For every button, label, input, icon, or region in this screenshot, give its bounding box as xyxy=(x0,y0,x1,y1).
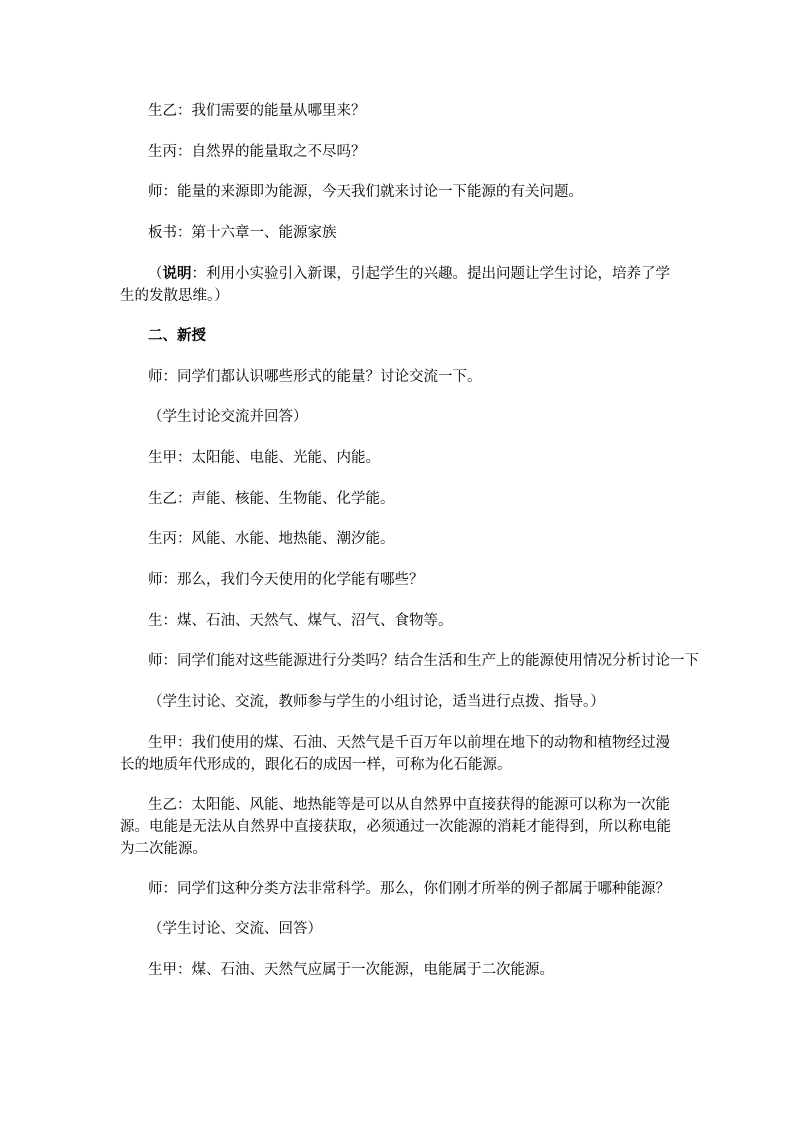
paragraph-text: 师：那么，我们今天使用的化学能有哪些？ xyxy=(148,572,424,588)
paragraph-text: 生甲：我们使用的煤、石油、天然气是千百万年以前埋在地下的动物和植物经过漫长的地质年代形成的，跟化石的成因一样，可称为化石能源。 xyxy=(120,735,670,773)
heading-text: 二、新授 xyxy=(148,328,206,344)
paragraph-text: 生甲：煤、石油、天然气应属于一次能源，电能属于二次能源。 xyxy=(148,962,554,978)
paragraph-student-a-answer xyxy=(120,447,680,469)
paragraph-text: （学生讨论、交流、回答） xyxy=(148,921,322,937)
paragraph-text: 生丙：自然界的能量取之不尽吗？ xyxy=(148,144,366,160)
paragraph-blackboard xyxy=(120,222,680,244)
paragraph-text: 生乙：声能、核能、生物能、化学能。 xyxy=(148,491,395,507)
paragraph-text: 生乙：太阳能、风能、地热能等是可以从自然界中直接获得的能源可以称为一次能源。电能是无法从自然界中直接获取，必须通过一次能源的消耗才能得到，所以称电能为二次能源。 xyxy=(120,797,671,857)
paragraph-teacher-question-forms xyxy=(120,366,680,388)
paragraph-student-chemical xyxy=(120,610,680,632)
paragraph-student-answer-discussion xyxy=(120,918,680,940)
paragraph-text: 生甲：太阳能、电能、光能、内能。 xyxy=(148,450,380,466)
paragraph-teacher-chemical xyxy=(120,569,680,591)
paragraph-text: 师：同学们能对这些能源进行分类吗？结合生活和生产上的能源使用情况分析讨论一下 xyxy=(148,653,699,669)
paragraph-text: 生：煤、石油、天然气、煤气、沼气、食物等。 xyxy=(148,613,453,629)
paragraph-teacher-praise xyxy=(120,878,680,900)
paragraph-student-c-answer xyxy=(120,528,680,550)
paragraph-student-a-classification xyxy=(120,959,680,981)
paragraph-note xyxy=(120,263,680,307)
paragraph-text: （学生讨论、交流，教师参与学生的小组讨论，适当进行点拨、指导。） xyxy=(148,694,605,710)
paragraph-group-discussion xyxy=(120,691,680,713)
paragraph-student-b-answer xyxy=(120,488,680,510)
paragraph-student-discussion xyxy=(120,406,680,428)
paragraph-text: 生乙：我们需要的能量从哪里来？ xyxy=(148,103,366,119)
paragraph-text: 师：同学们这种分类方法非常科学。那么，你们刚才所举的例子都属于哪种能源？ xyxy=(148,881,670,897)
paragraph-text: 师：能量的来源即为能源，今天我们就来讨论一下能源的有关问题。 xyxy=(148,184,583,200)
section-heading-new-lesson xyxy=(120,325,680,347)
paragraph-teacher-intro xyxy=(120,181,680,203)
paragraph-text: （学生讨论交流并回答） xyxy=(148,409,308,425)
paragraph-student-b-question xyxy=(120,100,680,122)
note-prefix: （ xyxy=(148,266,163,282)
paragraph-teacher-classify xyxy=(120,650,720,672)
paragraph-student-a-fossil xyxy=(120,732,680,776)
paragraph-text: 师：同学们都认识哪些形式的能量？讨论交流一下。 xyxy=(148,369,482,385)
paragraph-student-c-question xyxy=(120,141,680,163)
paragraph-text: 板书：第十六章一、能源家族 xyxy=(148,225,337,241)
paragraph-text: 生丙：风能、水能、地热能、潮汐能。 xyxy=(148,531,395,547)
paragraph-student-b-primary xyxy=(120,794,680,860)
paragraph-text: ：利用小实验引入新课，引起学生的兴趣。提出问题让学生讨论，培养了学生的发散思维。） xyxy=(120,266,670,304)
note-label: 说明 xyxy=(162,266,192,282)
